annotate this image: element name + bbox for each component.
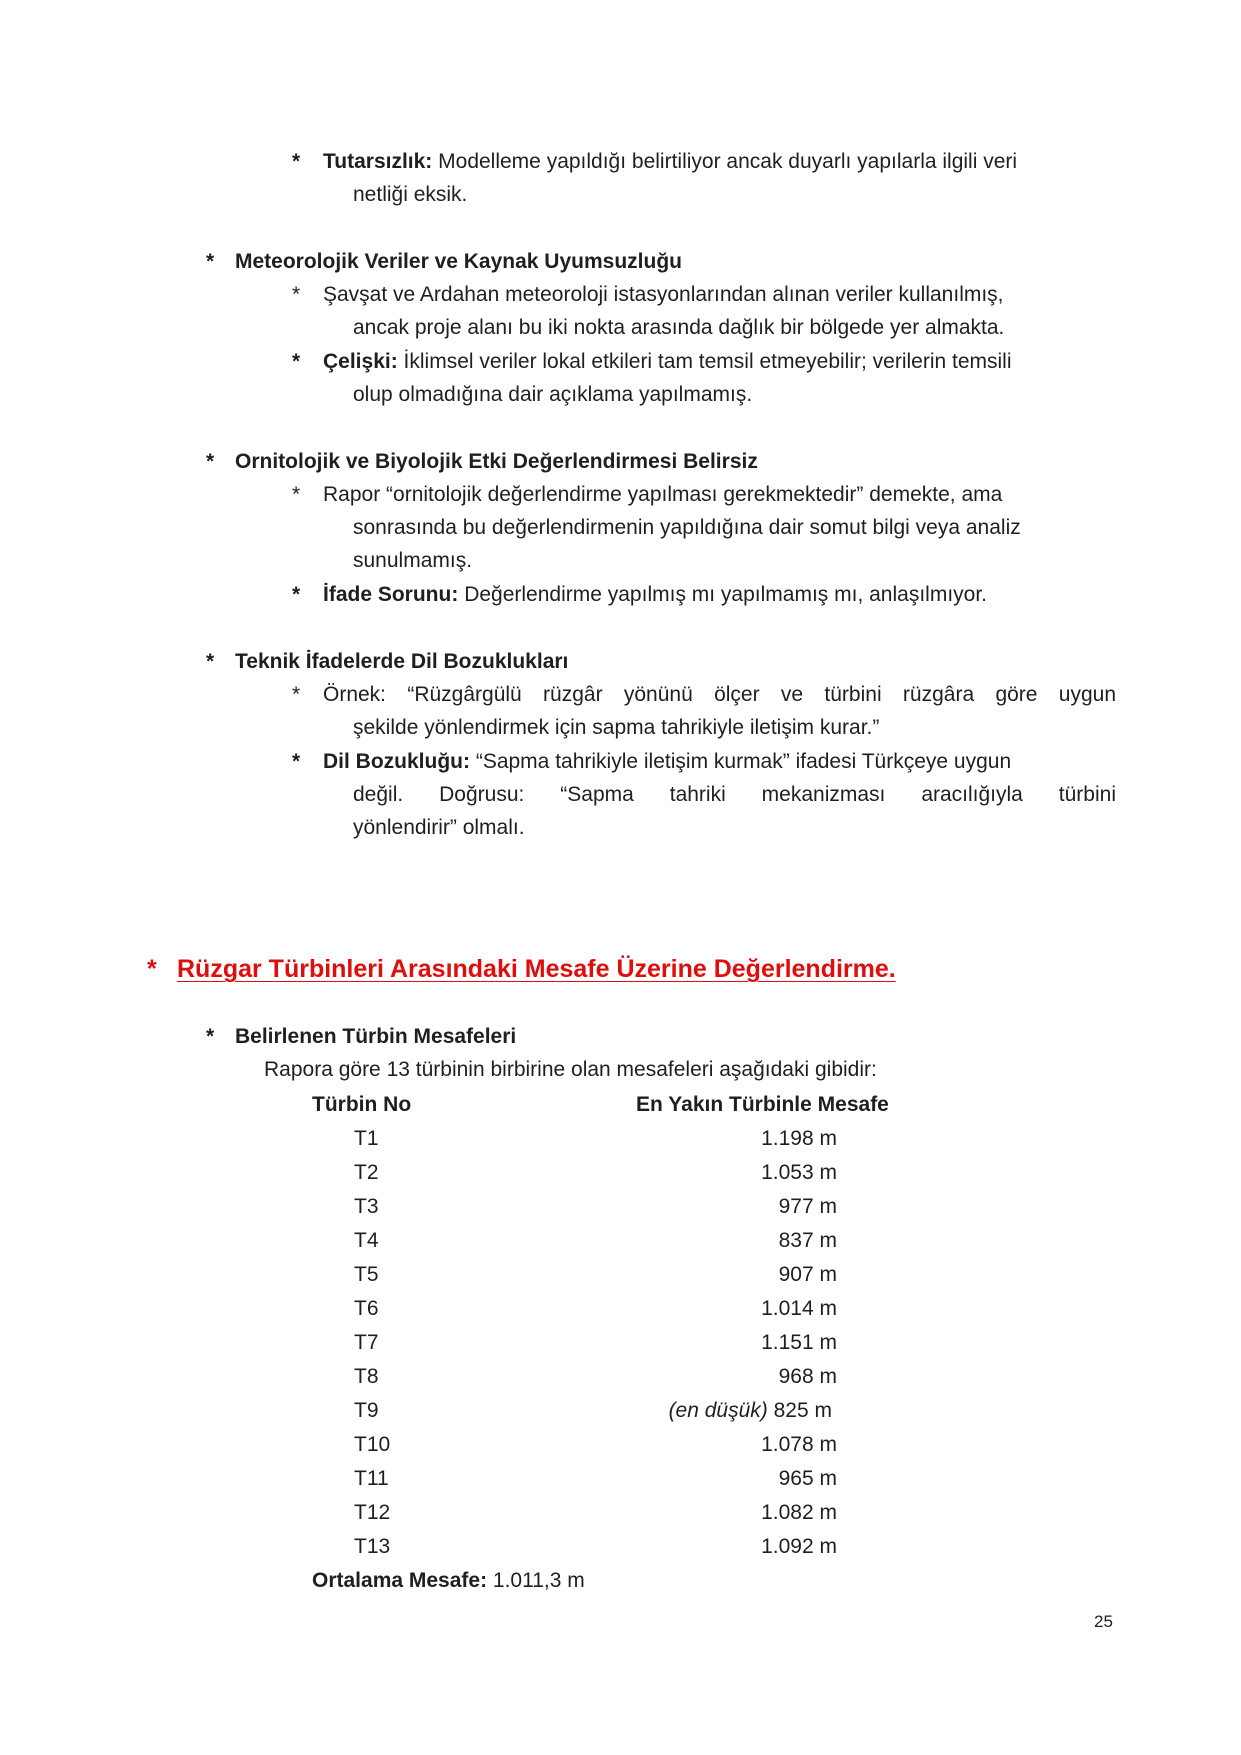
item-text: Değerlendirme yapılmış mı yapılmamış mı, anlaşılmıyor.: [464, 583, 988, 606]
turbine-distance: 907 m: [778, 1263, 837, 1286]
turbine-distance: 1.092 m: [761, 1535, 837, 1558]
turbine-no: T2: [354, 1161, 379, 1184]
item-text-cont: değil. Doğrusu: “Sapma tahriki mekanizması aracılığıyla türbini: [353, 783, 1116, 806]
item-label: Tutarsızlık:: [323, 150, 433, 173]
turbine-distance: 837 m: [778, 1229, 837, 1252]
bullet-star: *: [292, 750, 301, 773]
table-row: [0, 1430, 1241, 1460]
turbine-no: T12: [354, 1501, 391, 1524]
turbine-distance: 1.151 m: [761, 1331, 837, 1354]
table-header: [0, 1090, 1241, 1120]
section-heading: Meteorolojik Veriler ve Kaynak Uyumsuzluğu: [235, 250, 682, 273]
turbine-distance: 1.082 m: [761, 1501, 837, 1524]
turbine-distance: 968 m: [778, 1365, 837, 1388]
item-text-cont: ancak proje alanı bu iki nokta arasında dağlık bir bölgede yer almakta.: [353, 316, 1005, 339]
item-text: Örnek: “Rüzgârgülü rüzgâr yönünü ölçer ve türbini rüzgâra göre uygun: [323, 683, 1116, 706]
bullet-star: *: [292, 150, 301, 173]
item-text-cont: sunulmamış.: [353, 549, 473, 572]
item-text: Şavşat ve Ardahan meteoroloji istasyonlarından alınan veriler kullanılmış,: [323, 283, 1004, 306]
turbine-distance: 977 m: [778, 1195, 837, 1218]
bullet-star: *: [292, 583, 301, 606]
bullet-star: *: [206, 250, 215, 273]
table-row: [0, 1124, 1241, 1154]
turbine-distance: [669, 1396, 832, 1426]
turbine-no: T10: [354, 1433, 391, 1456]
bullet-star-red: *: [147, 955, 157, 983]
turbine-distance-value: 825 m: [773, 1399, 832, 1422]
turbine-no: T4: [354, 1229, 379, 1252]
intro-text: Rapora göre 13 türbinin birbirine olan mesafeleri aşağıdaki gibidir:: [264, 1058, 877, 1081]
column-header-distance: En Yakın Türbinle Mesafe: [636, 1093, 889, 1116]
bullet-star: *: [292, 483, 301, 506]
table-row: [0, 1498, 1241, 1528]
section-heading: Teknik İfadelerde Dil Bozuklukları: [235, 650, 569, 673]
turbine-distance: 1.078 m: [761, 1433, 837, 1456]
table-row: [0, 1158, 1241, 1188]
item-label: Dil Bozukluğu:: [323, 750, 470, 773]
column-header-turbine: Türbin No: [312, 1093, 412, 1116]
bullet-star: *: [292, 350, 301, 373]
turbine-distance: 1.053 m: [761, 1161, 837, 1184]
section-title: Rüzgar Türbinleri Arasındaki Mesafe Üzerine Değerlendirme.: [177, 955, 896, 983]
table-row: [0, 1396, 1241, 1426]
item-text-cont: yönlendirir” olmalı.: [353, 816, 525, 839]
bullet-star: *: [206, 450, 215, 473]
turbine-no: T7: [354, 1331, 379, 1354]
turbine-distance: 965 m: [778, 1467, 837, 1490]
turbine-distance: 1.198 m: [761, 1127, 837, 1150]
table-row: [0, 1294, 1241, 1324]
item-label: İfade Sorunu:: [323, 583, 459, 606]
item-text-cont: şekilde yönlendirmek için sapma tahrikiyle iletişim kurar.”: [353, 716, 880, 739]
turbine-no: T11: [354, 1467, 389, 1490]
item-text: “Sapma tahrikiyle iletişim kurmak” ifadesi Türkçeye uygun: [475, 750, 1012, 773]
subsection-heading: Belirlenen Türbin Mesafeleri: [235, 1025, 517, 1048]
bullet-star: *: [292, 283, 301, 306]
item-text-cont: sonrasında bu değerlendirmenin yapıldığına dair somut bilgi veya analiz: [353, 516, 1021, 539]
bullet-star: *: [206, 1025, 215, 1048]
item-text: İklimsel veriler lokal etkileri tam temsil etmeyebilir; verilerin temsili: [403, 350, 1012, 373]
bullet-star: *: [206, 650, 215, 673]
average-label: Ortalama Mesafe:: [312, 1569, 488, 1592]
turbine-no: T9: [354, 1399, 379, 1422]
turbine-no: T3: [354, 1195, 379, 1218]
bullet-star: *: [292, 683, 301, 706]
table-row: [0, 1328, 1241, 1358]
page-number: 25: [1094, 1612, 1113, 1631]
turbine-distance: 1.014 m: [761, 1297, 837, 1320]
turbine-no: T1: [354, 1127, 379, 1150]
item-text: Rapor “ornitolojik değerlendirme yapılması gerekmektedir” demekte, ama: [323, 483, 1003, 506]
turbine-no: T6: [354, 1297, 379, 1320]
table-row: [0, 1532, 1241, 1562]
lowest-note: (en düşük): [668, 1399, 768, 1422]
item-text-cont: olup olmadığına dair açıklama yapılmamış.: [353, 383, 753, 406]
table-row: [0, 1260, 1241, 1290]
item-text-cont: netliği eksik.: [353, 183, 468, 206]
average-value: 1.011,3 m: [492, 1569, 585, 1592]
table-row: [0, 1464, 1241, 1494]
table-row: [0, 1192, 1241, 1222]
turbine-no: T5: [354, 1263, 379, 1286]
item-text: Modelleme yapıldığı belirtiliyor ancak duyarlı yapılarla ilgili veri: [438, 150, 1018, 173]
average-distance: [312, 1566, 585, 1596]
section-heading: Ornitolojik ve Biyolojik Etki Değerlendirmesi Belirsiz: [235, 450, 758, 473]
table-row: [0, 1362, 1241, 1392]
turbine-no: T8: [354, 1365, 379, 1388]
turbine-no: T13: [354, 1535, 391, 1558]
item-label: Çelişki:: [323, 350, 398, 373]
table-row: [0, 1226, 1241, 1256]
